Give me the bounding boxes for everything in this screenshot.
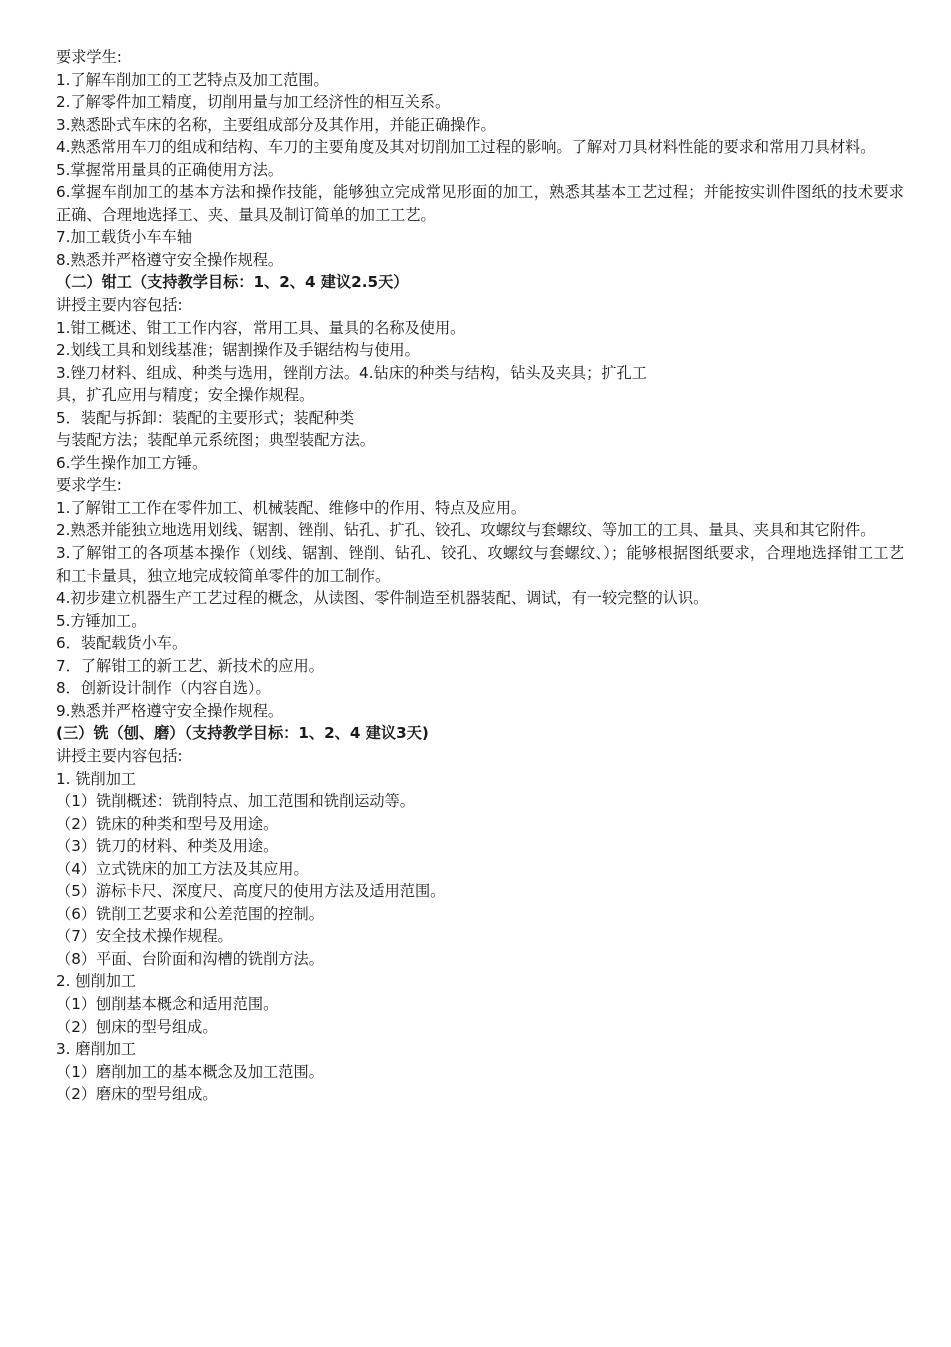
text-line: 6．装配载货小车。 [56, 634, 188, 653]
section-heading: （二）钳工（支持教学目标：1、2、4 建议2.5天） [56, 273, 409, 292]
text-line: 讲授主要内容包括: [56, 296, 183, 315]
text-line: 6.学生操作加工方锤。 [56, 453, 208, 472]
text-line: （5）游标卡尺、深度尺、高度尺的使用方法及适用范围。 [56, 882, 446, 901]
text-line: 2.了解零件加工精度，切削用量与加工经济性的相互关系。 [56, 93, 451, 112]
text-line: 要求学生: [56, 48, 122, 66]
text-line: （4）立式铣床的加工方法及其应用。 [56, 859, 309, 878]
document-body [56, 46, 904, 1106]
text-line: 1.了解钳工工作在零件加工、机械装配、维修中的作用、特点及应用。 [56, 498, 527, 517]
text-line: （1）刨削基本概念和适用范围。 [56, 994, 279, 1013]
text-line: 3. 磨削加工 [56, 1040, 137, 1059]
text-line: （2）刨床的型号组成。 [56, 1017, 218, 1036]
text-line: （7）安全技术操作规程。 [56, 927, 233, 946]
text-paragraph: 3.了解钳工的各项基本操作（划线、锯割、锉削、钻孔、铰孔、攻螺纹与套螺纹、）；能够根据图纸要求，合理地选择钳工工艺和工卡量具，独立地完成较简单零件的加工制作。 [56, 544, 904, 585]
text-line: 1.了解车削加工的工艺特点及加工范围。 [56, 70, 329, 89]
text-paragraph: 6.掌握车削加工的基本方法和操作技能，能够独立完成常见形面的加工，熟悉其基本工艺过程；并能按实训件图纸的技术要求正确、合理地选择工、夹、量具及制订简单的加工工艺。 [56, 183, 904, 224]
text-line: 5.掌握常用量具的正确使用方法。 [56, 160, 284, 179]
text-line: （2）磨床的型号组成。 [56, 1085, 218, 1104]
section-heading: (三）铣（刨、磨）（支持教学目标：1、2、4 建议3天) [56, 724, 429, 743]
text-line: （2）铣床的种类和型号及用途。 [56, 814, 279, 833]
text-line: 3.熟悉卧式车床的名称，主要组成部分及其作用，并能正确操作。 [56, 115, 496, 134]
text-line: （1）铣削概述：铣削特点、加工范围和铣削运动等。 [56, 792, 415, 811]
text-line: （8）平面、台阶面和沟槽的铣削方法。 [56, 949, 324, 968]
text-line: 2.划线工具和划线基准；锯割操作及手锯结构与使用。 [56, 341, 420, 360]
text-line: 8．创新设计制作（内容自选）。 [56, 679, 271, 698]
text-line: 3.锉刀材料、组成、种类与选用，锉削方法。4.钻床的种类与结构，钻头及夹具；扩孔工 [56, 363, 647, 382]
text-line: 要求学生: [56, 476, 122, 495]
text-line: （6）铣削工艺要求和公差范围的控制。 [56, 904, 324, 923]
text-line: 与装配方法；装配单元系统图；典型装配方法。 [56, 431, 375, 450]
text-paragraph: 2.熟悉并能独立地选用划线、锯割、锉削、钻孔、扩孔、铰孔、攻螺纹与套螺纹、等加工的工具、量具、夹具和其它附件。 [56, 521, 876, 540]
text-line: 1.钳工概述、钳工工作内容，常用工具、量具的名称及使用。 [56, 318, 466, 337]
text-line: 9.熟悉并严格遵守安全操作规程。 [56, 701, 284, 720]
text-line: 5．装配与拆卸：装配的主要形式；装配种类 [56, 408, 355, 427]
text-line: （3）铣刀的材料、种类及用途。 [56, 837, 279, 856]
text-paragraph: 4.熟悉常用车刀的组成和结构、车刀的主要角度及其对切削加工过程的影响。了解对刀具材料性能的要求和常用刀具材料。 [56, 138, 876, 157]
text-line: 8.熟悉并严格遵守安全操作规程。 [56, 250, 284, 269]
text-line: 7．了解钳工的新工艺、新技术的应用。 [56, 656, 324, 675]
text-line: （1）磨削加工的基本概念及加工范围。 [56, 1062, 324, 1081]
text-line: 具，扩孔应用与精度；安全操作规程。 [56, 386, 315, 405]
text-line: 5.方锤加工。 [56, 611, 147, 630]
text-line: 1. 铣削加工 [56, 769, 137, 788]
text-line: 讲授主要内容包括: [56, 746, 183, 765]
text-line: 7.加工载货小车车轴 [56, 228, 192, 247]
text-line: 2. 刨削加工 [56, 972, 137, 991]
text-line: 4.初步建立机器生产工艺过程的概念，从读图、零件制造至机器装配、调试，有一较完整的认识。 [56, 589, 709, 608]
